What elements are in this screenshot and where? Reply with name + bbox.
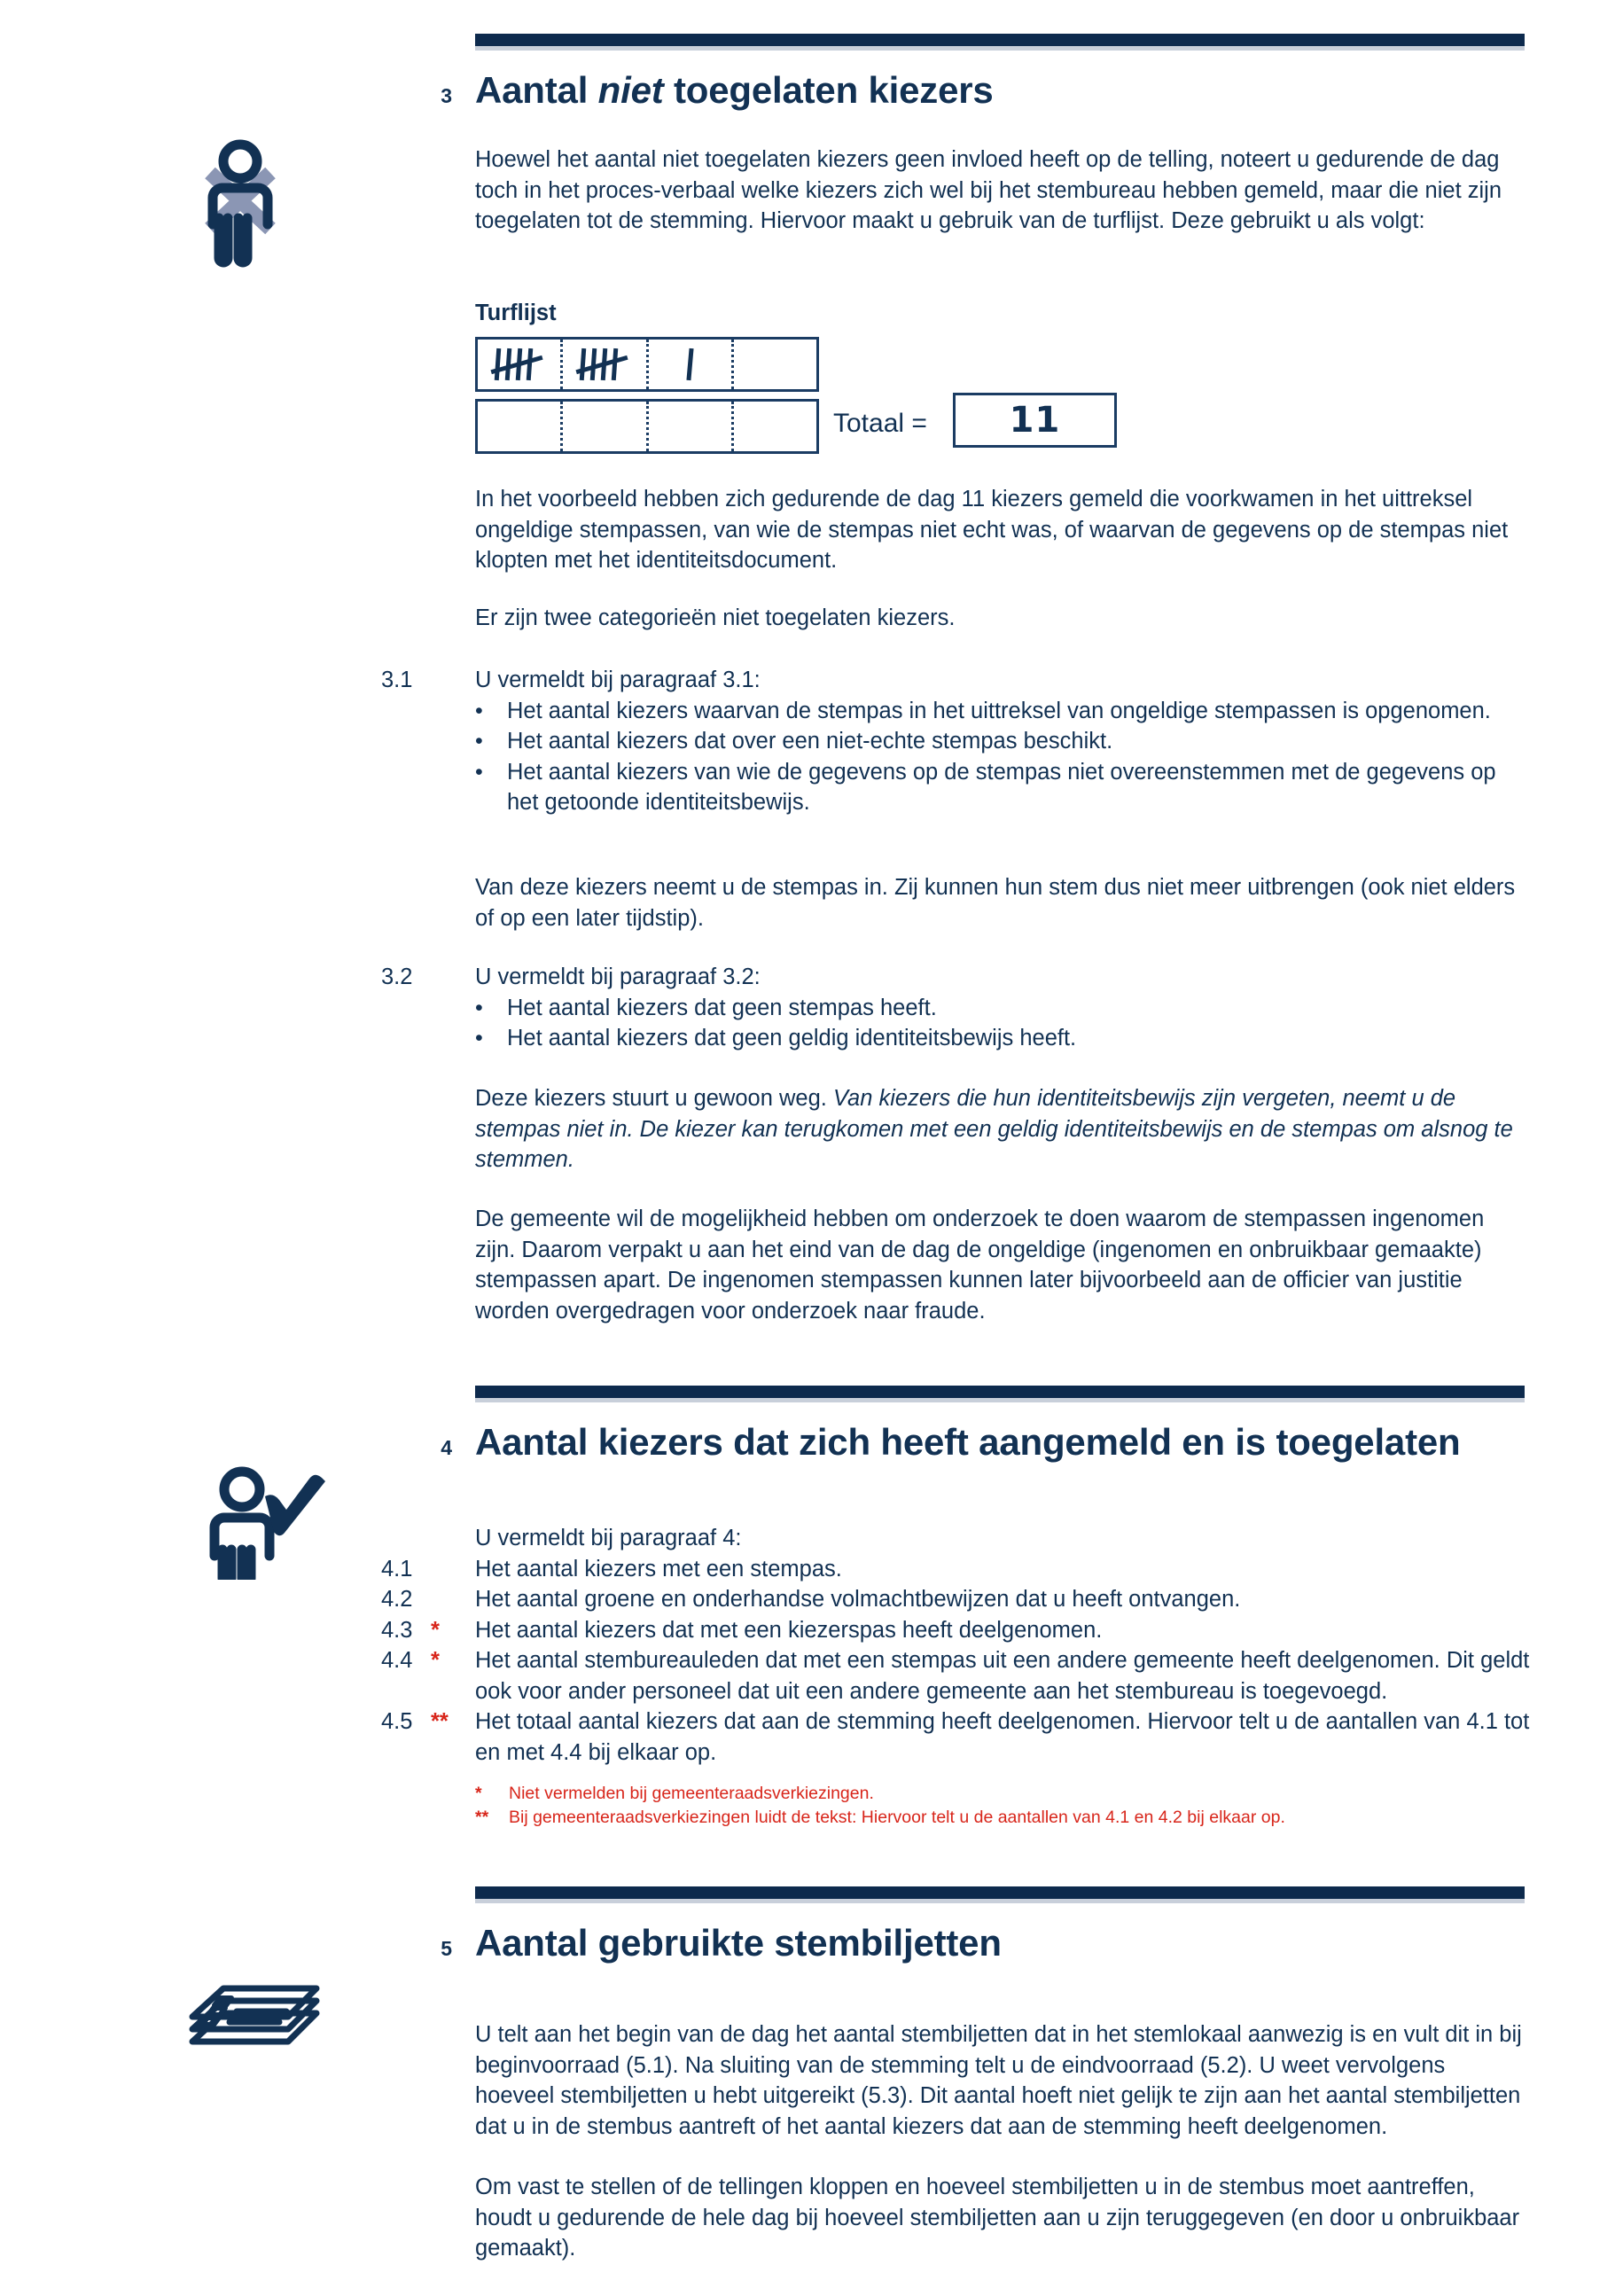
section-3-para-after-3-1: Van deze kiezers neemt u de stempas in. Zij kunnen hun stem dus niet meer uitbrengen (ook niet elders of op een later tijdstip). — [475, 875, 1516, 931]
totaal-value: 11 — [1009, 400, 1061, 441]
footnote-text: Niet vermelden bij gemeenteraadsverkiezingen. — [509, 1784, 874, 1803]
list-item-text: Het aantal kiezers met een stempas. — [475, 1556, 842, 1581]
section-3-categories-line: Er zijn twee categorieën niet toegelaten kiezers. — [475, 605, 956, 630]
list-item-text: Het aantal kiezers dat geen stempas heeft. — [507, 995, 937, 1020]
totaal-value-box — [953, 393, 1117, 448]
item-star: ** — [431, 1709, 449, 1734]
section-3-para-italic-em: Van kiezers die hun identiteitsbewijs zijn vergeten, neemt u de stempas niet in. De kiezer kan terugkomen met een geldig identiteitsbewijs en de stempas om alsnog te stemmen. — [475, 1086, 1513, 1172]
list-item — [381, 1645, 1533, 1706]
list-item — [475, 726, 1533, 757]
footnote-mark: ** — [475, 1808, 489, 1827]
tally-group-five — [577, 348, 632, 380]
item-num: 4.4 — [381, 1648, 413, 1673]
turflijst-label: Turflijst — [475, 301, 557, 325]
item-star: * — [431, 1648, 440, 1673]
turflijst-cell — [646, 340, 731, 389]
footnote-mark: * — [475, 1784, 482, 1803]
section-title-4: Aantal kiezers dat zich heeft aangemeld en is toegelaten — [475, 1421, 1461, 1463]
list-item-number — [381, 1584, 475, 1615]
turflijst-cell — [478, 340, 560, 389]
item-num: 4.3 — [381, 1617, 413, 1643]
section-rule-5 — [475, 1886, 1525, 1899]
footnote-text: Bij gemeenteraadsverkiezingen luidt de tekst: Hiervoor telt u de aantallen van 4.1 en 4.2 bij elkaar op. — [509, 1808, 1285, 1827]
list-item-text: Het aantal groene en onderhandse volmachtbewijzen dat u heeft ontvangen. — [475, 1587, 1241, 1612]
list-item — [475, 757, 1533, 818]
list-item — [475, 1023, 1533, 1054]
person-approved-icon — [191, 1438, 332, 1584]
subsection-index-3-1: 3.1 — [381, 668, 413, 692]
bullet-icon: • — [475, 729, 483, 754]
list-item — [381, 1615, 1533, 1646]
footnote-row — [475, 1782, 1539, 1806]
ballot-papers-icon — [182, 1937, 341, 2083]
section-4-footnotes — [475, 1782, 1539, 1830]
section-4-lead: U vermeldt bij paragraaf 4: — [475, 1526, 742, 1550]
section-5-para-2: Om vast te stellen of de tellingen kloppen en hoeveel stembiljetten u in de stembus moet aantreffen, houdt u gedurende de hele dag bij hoeveel stembiljetten aan u zijn teruggegeven (en door u onbruikbaar gemaakt). — [475, 2175, 1520, 2261]
section-3-para-italic — [475, 1083, 1530, 1175]
section-rule-3 — [475, 34, 1525, 46]
bullet-icon: • — [475, 995, 483, 1020]
list-item-text: Het aantal kiezers dat over een niet-echte stempas beschikt. — [507, 729, 1113, 754]
item-num: 4.5 — [381, 1709, 413, 1734]
section-title-3-prefix: Aantal — [475, 69, 598, 111]
section-3-intro: Hoewel het aantal niet toegelaten kiezers geen invloed heeft op de telling, noteert u gedurende de dag toch in het proces-verbaal welke kiezers zich wel bij het stembureau hebben gemeld, maar die niet zijn toegelaten tot de stemming. Hiervoor maakt u gebruik van de turflijst. Deze gebruikt u als volgt: — [475, 147, 1502, 233]
bullet-icon: • — [475, 1026, 483, 1050]
section-title-3-suffix: toegelaten kiezers — [663, 69, 994, 111]
section-number-5: 5 — [441, 1937, 452, 1960]
turflijst-cell — [731, 340, 816, 389]
section-3-para-italic-plain: Deze kiezers stuurt u gewoon weg. — [475, 1086, 833, 1111]
section-title-3-italic: niet — [597, 69, 664, 111]
list-item-number — [381, 1645, 475, 1676]
subsection-3-2 — [381, 962, 1533, 1054]
section-number-4: 4 — [441, 1436, 452, 1459]
section-4-list — [381, 1523, 1533, 1768]
item-star: * — [431, 1617, 440, 1643]
list-item-text: Het aantal kiezers dat geen geldig identiteitsbewijs heeft. — [507, 1026, 1077, 1050]
list-item-text: Het aantal kiezers dat met een kiezerspas heeft deelgenomen. — [475, 1617, 1103, 1643]
turflijst-cell — [646, 402, 731, 451]
bullet-icon: • — [475, 698, 483, 723]
list-item — [381, 1554, 1533, 1585]
list-item-text: Het totaal aantal kiezers dat aan de stemming heeft deelgenomen. Hiervoor telt u de aantallen van 4.1 tot en met 4.4 bij elkaar op. — [475, 1709, 1530, 1765]
footnote-row — [475, 1806, 1539, 1830]
section-3-para-final: De gemeente wil de mogelijkheid hebben om onderzoek te doen waarom de stempassen ingenomen zijn. Daarom verpakt u aan het eind van de dag de ongeldige (ingenomen en onbruikbaar gemaakte) stempassen apart. De ingenomen stempassen kunnen later bijvoorbeeld aan de officier van justitie worden overgedragen voor onderzoek naar fraude. — [475, 1207, 1485, 1324]
list-item-text: Het aantal stembureauleden dat met een stempas uit een andere gemeente heeft deelgenomen. Dit geldt ook voor ander personeel dat uit een andere gemeente aan het stembureau is toegevoegd. — [475, 1648, 1530, 1704]
list-item-number — [381, 1706, 475, 1738]
list-item — [381, 1706, 1533, 1768]
list-item-text: Het aantal kiezers waarvan de stempas in het uittreksel van ongeldige stempassen is opgenomen. — [507, 698, 1491, 723]
section-5-para-1: U telt aan het begin van de dag het aantal stembiljetten dat in het stemlokaal aanwezig is en vult dit in bij beginvoorraad (5.1). Na sluiting van de stemming telt u de eindvoorraad (5.2). U weet vervolgens hoeveel stembiljetten u hebt uitgereikt (5.3). Dit aantal hoeft niet gelijk te zijn aan het aantal stembiljetten dat u in de stembus aantreft of het aantal kiezers dat aan de stemming heeft deelgenomen. — [475, 2022, 1522, 2139]
turflijst-row-2 — [475, 399, 819, 454]
list-item-text: Het aantal kiezers van wie de gegevens op de stempas niet overeenstemmen met de gegevens op het getoonde identiteitsbewijs. — [507, 759, 1496, 815]
subsection-3-1-lead: U vermeldt bij paragraaf 3.1: — [475, 668, 761, 692]
turflijst-row-1 — [475, 337, 819, 392]
list-item-number — [381, 1615, 475, 1646]
section-rule-4 — [475, 1386, 1525, 1398]
turflijst-cell — [560, 402, 645, 451]
tally-group-five — [492, 348, 547, 380]
section-3-after-table: In het voorbeeld hebben zich gedurende de dag 11 kiezers gemeld die voorkwamen in het uittreksel ongeldige stempassen, van wie de stempas niet echt was, of waarvan de gegevens op de stempas niet klopten met het identiteitsdocument. — [475, 487, 1509, 573]
section-title-3 — [475, 69, 994, 112]
turflijst-table — [475, 337, 819, 454]
turflijst-cell — [560, 340, 645, 389]
section-title-5: Aantal gebruikte stembiljetten — [475, 1922, 1002, 1964]
list-item-number — [381, 1554, 475, 1585]
tally-single — [686, 348, 693, 380]
person-rejected-icon — [173, 133, 306, 279]
section-number-3: 3 — [441, 84, 452, 107]
turflijst-cell — [478, 402, 560, 451]
list-item — [381, 1584, 1533, 1615]
subsection-index-3-2: 3.2 — [381, 964, 413, 989]
item-num: 4.2 — [381, 1587, 413, 1612]
subsection-3-1 — [381, 665, 1533, 818]
bullet-icon: • — [475, 759, 483, 785]
totaal-label: Totaal = — [833, 409, 927, 438]
subsection-3-2-lead: U vermeldt bij paragraaf 3.2: — [475, 964, 761, 989]
list-item — [475, 696, 1533, 727]
item-num: 4.1 — [381, 1556, 413, 1581]
turflijst-cell — [731, 402, 816, 451]
list-item — [475, 993, 1533, 1024]
